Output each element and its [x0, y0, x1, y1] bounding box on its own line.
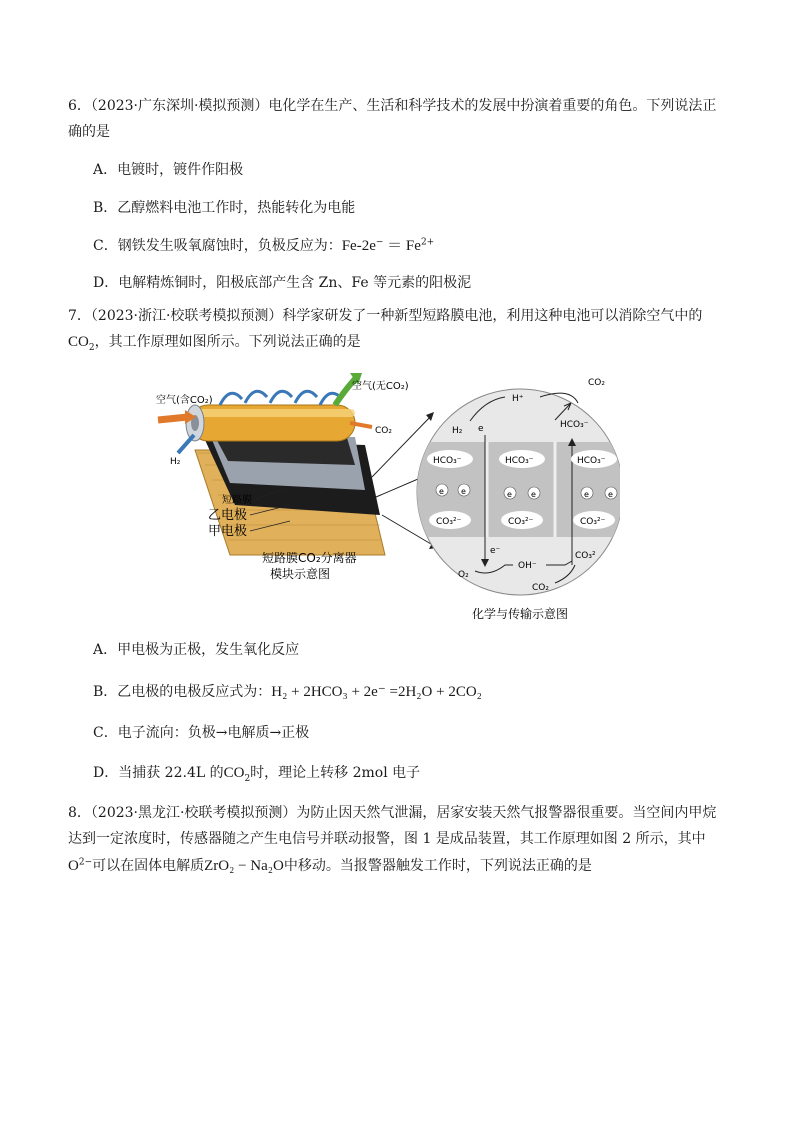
electron-ball-6-label: e: [608, 490, 613, 499]
q7-option-d: [93, 763, 420, 783]
q6-option-d: D．电解精炼铜时，阳极底部产生含 Zn、Fe 等元素的阳极泥: [93, 275, 472, 291]
membrane-cell-figure: [150, 365, 620, 630]
q8-stem-line3-post: 中移动。当报警器触发工作时，下列说法正确的是: [283, 858, 592, 874]
hco3-right: HCO₃⁻: [577, 456, 606, 466]
electrode-a-label: 甲电极: [208, 524, 248, 539]
electron-ball-4-label: e: [531, 490, 536, 499]
electron-ball-2-label: e: [461, 487, 466, 496]
q7-co2-formula: CO: [68, 334, 89, 350]
q6-option-c: [93, 236, 434, 256]
q6-option-b: B．乙醇燃料电池工作时，热能转化为电能: [93, 200, 356, 216]
flow-arrow-1: [220, 393, 242, 405]
q7-option-d-sub: 2: [244, 773, 251, 784]
flow-arrow-4: [295, 391, 317, 403]
q6-option-c-text: C．钢铁发生吸氧腐蚀时，负极反应为：: [93, 238, 342, 254]
q6-option-c-minus: −: [375, 237, 384, 248]
q6-option-c-eq: ＝ Fe: [383, 238, 421, 254]
oh-label: OH⁻: [518, 561, 537, 571]
h-plus-label: H⁺: [512, 394, 524, 404]
q8-stem-line1: 8．（2023·黑龙江·校联考模拟预测）为防止因天然气泄漏，居家安装天然气报警器很重要。当空间内甲烷: [68, 805, 717, 821]
q6-option-c-formula: Fe-2e: [341, 238, 376, 254]
q7-option-b-text: B．乙电极的电极反应式为：: [93, 684, 272, 700]
q7-stem-line2: [68, 332, 361, 352]
q6-stem-line2: 确的是: [68, 124, 110, 140]
flow-arrow-3: [270, 391, 292, 403]
q6-option-a: A．电镀时，镀件作阳极: [93, 162, 244, 178]
co3-left: CO₃²⁻: [436, 517, 462, 527]
co2-out-label: CO₂: [375, 426, 392, 436]
air-in-label: 空气(含CO₂): [156, 395, 213, 406]
q8-electrolyte-formula: ZrO₂ − Na₂O: [204, 858, 284, 874]
e-minus-label: e⁻: [490, 546, 501, 556]
q7-option-d-post: 时，理论上转移 2mol 电子: [250, 765, 421, 781]
air-out-label: 空气(无CO₂): [352, 381, 409, 392]
q7-stem-line2-text: ，其工作原理如图所示。下列说法正确的是: [94, 334, 361, 350]
h2-label: H₂: [452, 426, 463, 436]
electron-ball-5-label: e: [584, 490, 589, 499]
co3-right: CO₃²⁻: [580, 517, 606, 527]
electron-ball-3-label: e: [507, 490, 512, 499]
membrane-label: 短路膜: [222, 495, 252, 506]
air-in-arrow: [158, 417, 188, 420]
q8-stem-line2: 达到一定浓度时，传感器随之产生电信号并联动报警，图 1 是成品装置，其工作原理如图 2 所示，其中: [68, 831, 706, 847]
e-label: e: [478, 424, 484, 434]
hco3-left: HCO₃⁻: [433, 456, 462, 466]
roll-highlight: [190, 409, 355, 417]
q7-stem-line1: 7．（2023·浙江·校联考模拟预测）科学家研发了一种新型短路膜电池，利用这种电池可以消除空气中的: [68, 308, 703, 324]
q6-option-c-charge: 2+: [420, 237, 435, 248]
co2-top-label: CO₂: [588, 378, 605, 388]
flow-arrow-2: [245, 391, 267, 403]
left-caption-1: 短路膜CO₂分离器: [262, 551, 357, 565]
q7-option-d-formula: CO: [223, 765, 245, 781]
electron-ball-1-label: e: [439, 487, 444, 496]
left-caption-2: 模块示意图: [270, 567, 331, 581]
co3-bottom-label: CO₃²: [575, 551, 596, 561]
h2-in-label: H₂: [170, 457, 181, 467]
q7-option-d-pre: D．当捕获 22.4L 的: [93, 765, 224, 781]
hco3-mid: HCO₃⁻: [505, 456, 534, 466]
q8-oxide-charge: 2−: [78, 857, 93, 868]
hco3-top-label: HCO₃⁻: [560, 420, 589, 430]
electrode-b-label: 乙电极: [208, 508, 248, 523]
chemistry-transport-diagram: [410, 378, 620, 621]
q7-co2-sub: 2: [88, 342, 95, 353]
q8-stem-line3-mid: 可以在固体电解质: [92, 858, 205, 874]
q8-oxide-ion: O: [68, 858, 79, 874]
q6-stem-line1: 6．（2023·广东深圳·模拟预测）电化学在生产、生活和科学技术的发展中扮演着重要的角色。下列说法正: [68, 98, 717, 114]
q7-option-b: [93, 682, 482, 702]
q8-stem-line3: [68, 856, 592, 876]
co3-mid: CO₃²⁻: [508, 517, 534, 527]
q7-option-c: C．电子流向：负极→电解质→正极: [93, 725, 310, 741]
co2-bottom-label: CO₂: [532, 583, 549, 593]
separator-module-illustration: [156, 373, 409, 581]
right-caption: 化学与传输示意图: [472, 607, 569, 621]
q7-option-b-formula: H₂ + 2HCO₃ + 2e⁻ =2H₂O + 2CO₂: [271, 684, 482, 700]
h2-in-arrow: [178, 435, 194, 453]
o2-label: O₂: [458, 570, 469, 580]
q7-option-a: A．甲电极为正极，发生氧化反应: [93, 642, 300, 658]
